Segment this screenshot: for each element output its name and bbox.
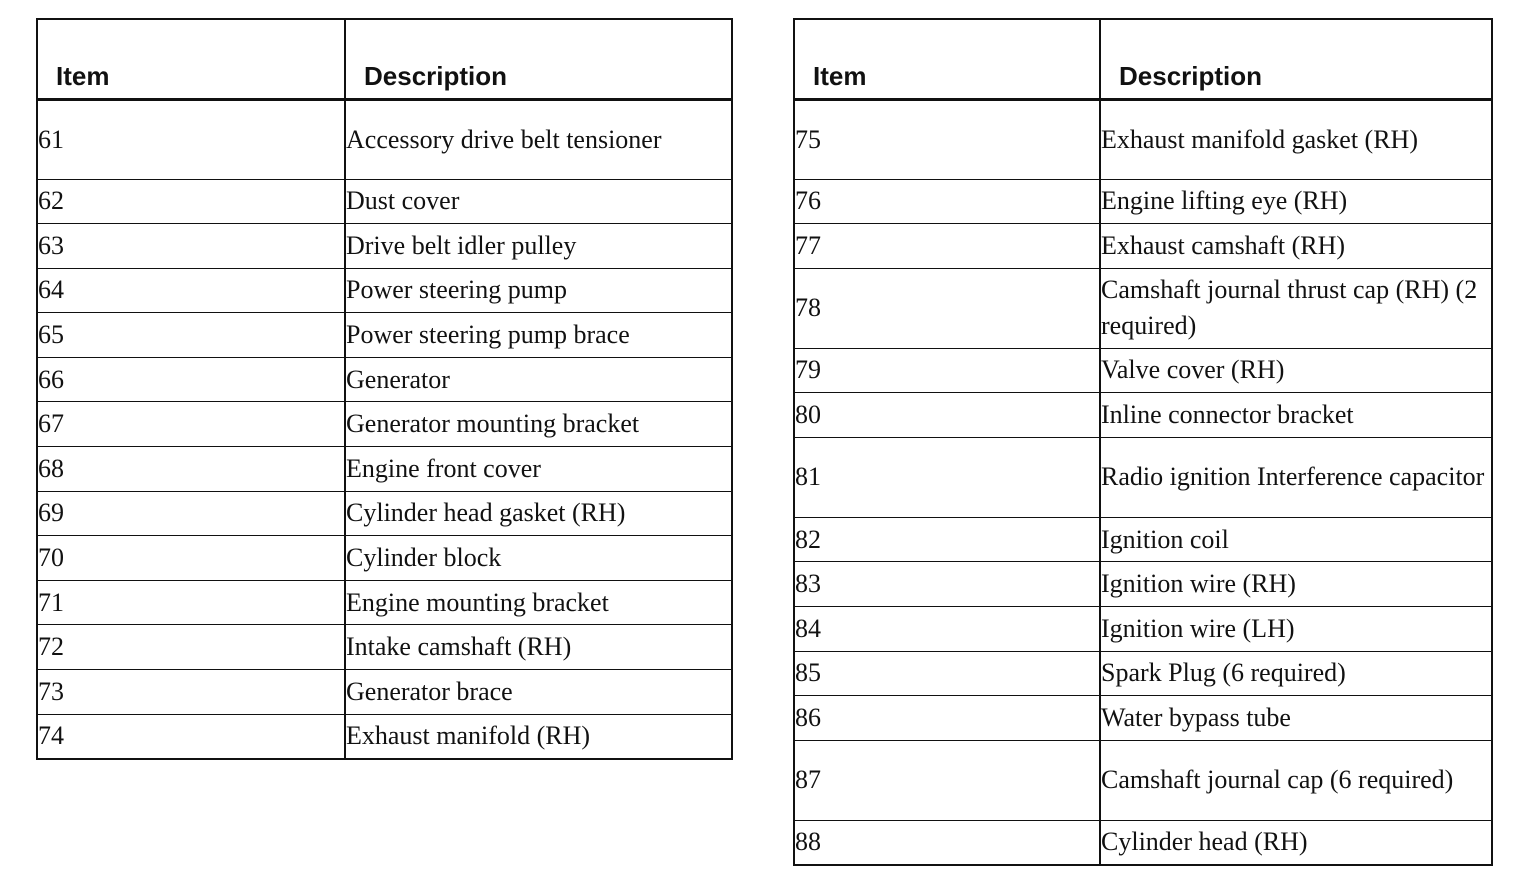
table-row — [794, 348, 1492, 393]
item-number-cell: 78 — [794, 268, 1100, 348]
item-number-cell: 85 — [794, 651, 1100, 696]
description-cell: Cylinder head (RH) — [1100, 820, 1492, 865]
description-cell: Cylinder head gasket (RH) — [345, 491, 732, 536]
item-number-cell: 87 — [794, 740, 1100, 820]
table-row — [794, 607, 1492, 652]
table-row — [37, 491, 732, 536]
description-cell: Accessory drive belt tensioner — [345, 99, 732, 179]
table-row — [37, 670, 732, 715]
description-cell: Water bypass tube — [1100, 696, 1492, 741]
item-number-cell: 63 — [37, 224, 345, 269]
item-number-cell: 73 — [37, 670, 345, 715]
table-row — [794, 696, 1492, 741]
description-cell: Dust cover — [345, 179, 732, 224]
item-number-cell: 65 — [37, 313, 345, 358]
item-number-cell: 86 — [794, 696, 1100, 741]
description-cell: Radio ignition Interference capacitor — [1100, 437, 1492, 517]
table-row — [794, 562, 1492, 607]
item-number-cell: 70 — [37, 536, 345, 581]
table-row — [794, 393, 1492, 438]
table-row — [794, 99, 1492, 179]
item-number-cell: 64 — [37, 268, 345, 313]
table-row — [794, 224, 1492, 269]
item-number-cell: 77 — [794, 224, 1100, 269]
table-body-left — [37, 99, 732, 759]
table-row — [794, 820, 1492, 865]
table-header-row — [794, 19, 1492, 99]
table-row — [37, 357, 732, 402]
item-number-cell: 76 — [794, 179, 1100, 224]
table-row — [794, 437, 1492, 517]
item-number-cell: 88 — [794, 820, 1100, 865]
parts-table-left — [36, 18, 733, 760]
column-header-description: Description — [345, 19, 732, 99]
item-number-cell: 71 — [37, 580, 345, 625]
item-number-cell: 79 — [794, 348, 1100, 393]
item-number-cell: 80 — [794, 393, 1100, 438]
item-number-cell: 68 — [37, 447, 345, 492]
item-number-cell: 84 — [794, 607, 1100, 652]
description-cell: Ignition wire (RH) — [1100, 562, 1492, 607]
table-row — [794, 517, 1492, 562]
table-row — [794, 740, 1492, 820]
table-body-right — [794, 99, 1492, 865]
description-cell: Valve cover (RH) — [1100, 348, 1492, 393]
description-cell: Camshaft journal cap (6 required) — [1100, 740, 1492, 820]
column-header-item: Item — [37, 19, 345, 99]
description-cell: Ignition wire (LH) — [1100, 607, 1492, 652]
item-number-cell: 66 — [37, 357, 345, 402]
description-cell: Power steering pump brace — [345, 313, 732, 358]
description-cell: Spark Plug (6 required) — [1100, 651, 1492, 696]
description-cell: Ignition coil — [1100, 517, 1492, 562]
table-row — [37, 179, 732, 224]
table-row — [37, 99, 732, 179]
description-cell: Intake camshaft (RH) — [345, 625, 732, 670]
item-number-cell: 67 — [37, 402, 345, 447]
table-row — [37, 536, 732, 581]
table-header-row — [37, 19, 732, 99]
table-row — [37, 402, 732, 447]
parts-table-right — [793, 18, 1493, 866]
description-cell: Generator brace — [345, 670, 732, 715]
description-cell: Camshaft journal thrust cap (RH) (2 required) — [1100, 268, 1492, 348]
table-row — [37, 313, 732, 358]
table-row — [794, 179, 1492, 224]
table-row — [37, 224, 732, 269]
description-cell: Drive belt idler pulley — [345, 224, 732, 269]
table-row — [37, 714, 732, 759]
table-row — [794, 268, 1492, 348]
table-row — [37, 625, 732, 670]
description-cell: Exhaust manifold (RH) — [345, 714, 732, 759]
column-header-description: Description — [1100, 19, 1492, 99]
description-cell: Exhaust camshaft (RH) — [1100, 224, 1492, 269]
item-number-cell: 62 — [37, 179, 345, 224]
item-number-cell: 72 — [37, 625, 345, 670]
description-cell: Generator — [345, 357, 732, 402]
column-header-item: Item — [794, 19, 1100, 99]
table-row — [794, 651, 1492, 696]
description-cell: Power steering pump — [345, 268, 732, 313]
description-cell: Engine front cover — [345, 447, 732, 492]
item-number-cell: 82 — [794, 517, 1100, 562]
table-row — [37, 268, 732, 313]
description-cell: Exhaust manifold gasket (RH) — [1100, 99, 1492, 179]
item-number-cell: 69 — [37, 491, 345, 536]
description-cell: Generator mounting bracket — [345, 402, 732, 447]
item-number-cell: 75 — [794, 99, 1100, 179]
description-cell: Inline connector bracket — [1100, 393, 1492, 438]
item-number-cell: 83 — [794, 562, 1100, 607]
description-cell: Cylinder block — [345, 536, 732, 581]
description-cell: Engine lifting eye (RH) — [1100, 179, 1492, 224]
description-cell: Engine mounting bracket — [345, 580, 732, 625]
table-row — [37, 580, 732, 625]
item-number-cell: 81 — [794, 437, 1100, 517]
item-number-cell: 74 — [37, 714, 345, 759]
table-row — [37, 447, 732, 492]
item-number-cell: 61 — [37, 99, 345, 179]
